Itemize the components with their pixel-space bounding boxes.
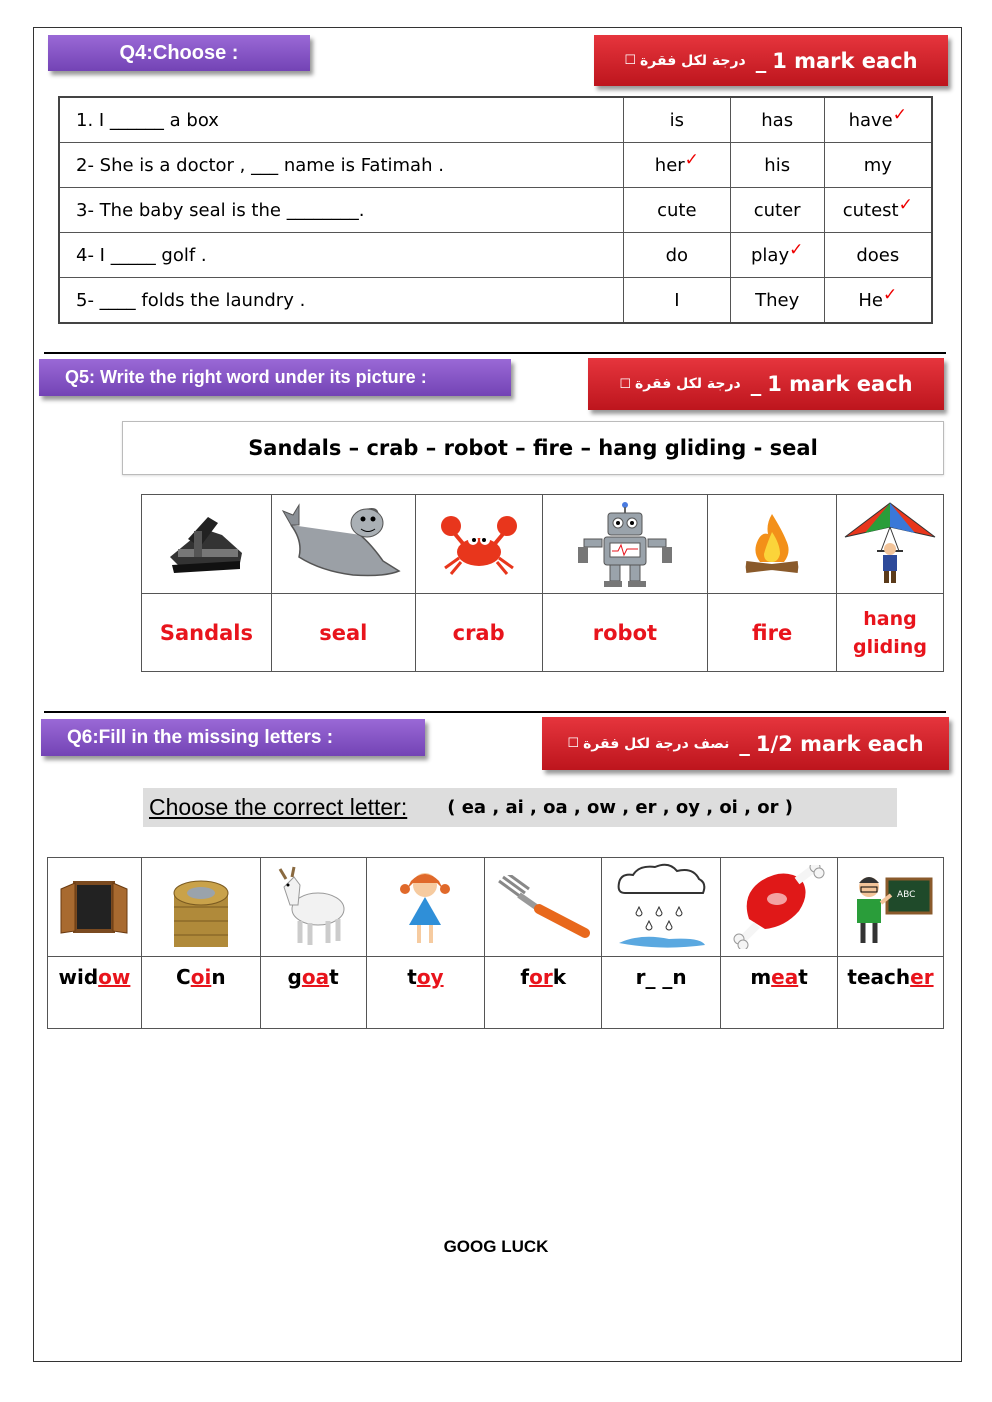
- q6-filled-letters: oa: [301, 965, 330, 989]
- window-icon: [57, 877, 131, 937]
- checkmark-icon: ✓: [892, 104, 908, 125]
- q4-marks-arabic: درجة لكل فقرة: [640, 52, 746, 69]
- q4-option[interactable]: [730, 278, 824, 324]
- q6-word[interactable]: [721, 957, 838, 1029]
- q6-word-part: f: [520, 965, 530, 989]
- q6-filled-letters: oi: [190, 965, 212, 989]
- q4-option[interactable]: [824, 143, 932, 188]
- q5-answer[interactable]: hang gliding: [836, 594, 943, 672]
- q5-picture-cell: [142, 495, 272, 594]
- q5-answer[interactable]: Sandals: [142, 594, 272, 672]
- q5-answer[interactable]: seal: [271, 594, 415, 672]
- q4-sentence: 3- The baby seal is the ________.: [59, 188, 623, 233]
- q4-option[interactable]: [623, 233, 730, 278]
- q4-option[interactable]: [730, 97, 824, 143]
- q4-option-label: do: [665, 244, 689, 266]
- checkbox-icon: ☐: [567, 736, 580, 751]
- q6-word-part: t: [798, 965, 808, 989]
- q4-option[interactable]: [623, 97, 730, 143]
- q6-picture-cell: [366, 858, 485, 957]
- q4-option-label: have: [848, 109, 893, 131]
- q6-word[interactable]: [485, 957, 602, 1029]
- q4-option[interactable]: [730, 143, 824, 188]
- q4-option-label: is: [669, 109, 685, 131]
- q6-picture-cell: [48, 858, 142, 957]
- crab-icon: [437, 512, 521, 576]
- divider-line: [44, 352, 946, 354]
- q4-option-label: cutest: [842, 199, 899, 221]
- q6-instruction-box: [143, 788, 897, 827]
- meat-icon: [731, 865, 827, 949]
- fork-icon: [495, 875, 591, 939]
- q4-option-label: my: [863, 154, 892, 176]
- q6-word-part: t: [407, 965, 417, 989]
- q6-picture-cell: [602, 858, 721, 957]
- q6-letter-options: ( ea , ai , oa , ow , er , oy , oi , or ): [447, 797, 793, 818]
- q4-option[interactable]: [824, 278, 932, 324]
- q5-table: [141, 494, 944, 672]
- q6-word[interactable]: [48, 957, 142, 1029]
- checkmark-icon: ✓: [882, 284, 898, 305]
- q4-sentence: 5- ____ folds the laundry .: [59, 278, 623, 324]
- checkbox-icon: ☐: [619, 376, 632, 392]
- q5-title-banner: [39, 359, 511, 396]
- q6-word[interactable]: [838, 957, 944, 1029]
- q4-option-label: He: [858, 289, 883, 311]
- q6-marks-arabic: نصف درجة لكل فقرة: [583, 735, 730, 752]
- q5-answer[interactable]: crab: [415, 594, 542, 672]
- q5-picture-cell: [836, 495, 943, 594]
- q4-option-label: does: [856, 244, 900, 266]
- q4-option[interactable]: [623, 188, 730, 233]
- checkmark-icon: ✓: [684, 149, 699, 170]
- q4-option-label: They: [755, 289, 800, 311]
- q4-sentence: 2- She is a doctor , ___ name is Fatimah .: [59, 143, 623, 188]
- q6-title-banner: [41, 719, 425, 756]
- q6-filled-letters: er: [910, 965, 934, 989]
- q6-instruction: Choose the correct letter:: [149, 794, 408, 820]
- q6-picture-cell: [485, 858, 602, 957]
- q6-filled-letters: oy: [416, 965, 444, 989]
- q6-picture-cell: [141, 858, 260, 957]
- q4-marks-banner: ☐ درجة لكل فقرة _ 1 mark each: [594, 35, 948, 86]
- q6-filled-letters: ea: [771, 965, 799, 989]
- q6-word[interactable]: [602, 957, 721, 1029]
- q5-picture-cell: [542, 495, 708, 594]
- q6-marks-english: 1/2 mark each: [755, 731, 924, 756]
- q4-row: [59, 278, 932, 324]
- q6-filled-letters: ow: [98, 965, 131, 989]
- doll-icon: [397, 867, 453, 947]
- q6-word-part: g: [287, 965, 302, 989]
- q6-word-part: C: [176, 965, 191, 989]
- q4-row: [59, 233, 932, 278]
- checkmark-icon: ✓: [898, 194, 913, 215]
- q6-word-part: teach: [847, 965, 911, 989]
- q4-option[interactable]: [623, 143, 730, 188]
- q5-picture-cell: [271, 495, 415, 594]
- q4-option[interactable]: [730, 233, 824, 278]
- q6-table: [47, 857, 944, 1029]
- q4-option[interactable]: [824, 233, 932, 278]
- q5-word-bank-text: Sandals – crab – robot – fire – hang gliding - seal: [248, 436, 818, 460]
- q4-option-label: his: [764, 154, 791, 176]
- q4-title-banner: [48, 35, 310, 71]
- checkmark-icon: ✓: [789, 239, 804, 260]
- q5-answer[interactable]: fire: [708, 594, 837, 672]
- q6-word[interactable]: [366, 957, 485, 1029]
- q5-picture-cell: [708, 495, 837, 594]
- q4-option-label: has: [761, 109, 794, 131]
- q4-option[interactable]: [824, 188, 932, 233]
- q5-answer[interactable]: robot: [542, 594, 708, 672]
- q4-option[interactable]: [730, 188, 824, 233]
- q6-word[interactable]: [260, 957, 366, 1029]
- seal-icon: [281, 501, 405, 587]
- sandals-icon: [164, 509, 248, 579]
- coin-icon: [168, 863, 234, 951]
- q4-option-label: I: [674, 289, 680, 311]
- q4-option-label: cute: [657, 199, 697, 221]
- q4-sentence: 4- I _____ golf .: [59, 233, 623, 278]
- q6-filled-letters: or: [529, 965, 553, 989]
- hang-glider-icon: [841, 501, 939, 587]
- q6-word-part: m: [750, 965, 772, 989]
- q6-marks-banner: ☐ نصف درجة لكل فقرة _ 1/2 mark each: [542, 717, 949, 770]
- q6-picture-cell: [260, 858, 366, 957]
- q4-option-label: cuter: [753, 199, 801, 221]
- svg-text:ABC: ABC: [896, 890, 915, 900]
- q4-option-label: her: [654, 154, 685, 176]
- q6-word-part: n: [211, 965, 226, 989]
- q4-sentence: 1. I ______ a box: [59, 97, 623, 143]
- q4-row: [59, 97, 932, 143]
- q5-marks-english: 1 mark each: [767, 372, 913, 396]
- q5-picture-cell: [415, 495, 542, 594]
- fire-icon: [740, 512, 804, 576]
- q6-word-part: k: [552, 965, 567, 989]
- q5-word-bank: [122, 421, 944, 475]
- footer-text: GOOG LUCK: [443, 1237, 549, 1256]
- q6-title: Q6:Fill in the missing letters :: [67, 726, 334, 748]
- robot-icon: [570, 501, 680, 587]
- q5-marks-banner: ☐ درجة لكل فقرة _ 1 mark each: [588, 358, 944, 410]
- q6-picture-cell: [721, 858, 838, 957]
- q4-option-label: play: [751, 244, 790, 266]
- q6-picture-cell: [838, 858, 944, 957]
- rain-icon: [611, 863, 711, 951]
- checkbox-icon: ☐: [624, 53, 637, 68]
- q4-row: [59, 143, 932, 188]
- q5-marks-arabic: درجة لكل فقرة: [635, 376, 741, 392]
- q5-title: Q5: Write the right word under its picture :: [65, 367, 427, 387]
- q4-option[interactable]: [623, 278, 730, 324]
- q4-table: [58, 96, 933, 324]
- q4-title: Q4:Choose :: [119, 41, 239, 64]
- q4-marks-english: 1 mark each: [772, 48, 918, 73]
- q4-option[interactable]: [824, 97, 932, 143]
- q4-row: [59, 188, 932, 233]
- q6-word[interactable]: [141, 957, 260, 1029]
- q6-word-part: wid: [58, 965, 99, 989]
- q6-word-part: r_ _n: [635, 965, 687, 989]
- goat-icon: [272, 865, 354, 949]
- teacher-icon: [847, 867, 935, 947]
- divider-line: [44, 711, 946, 713]
- q6-word-part: t: [329, 965, 339, 989]
